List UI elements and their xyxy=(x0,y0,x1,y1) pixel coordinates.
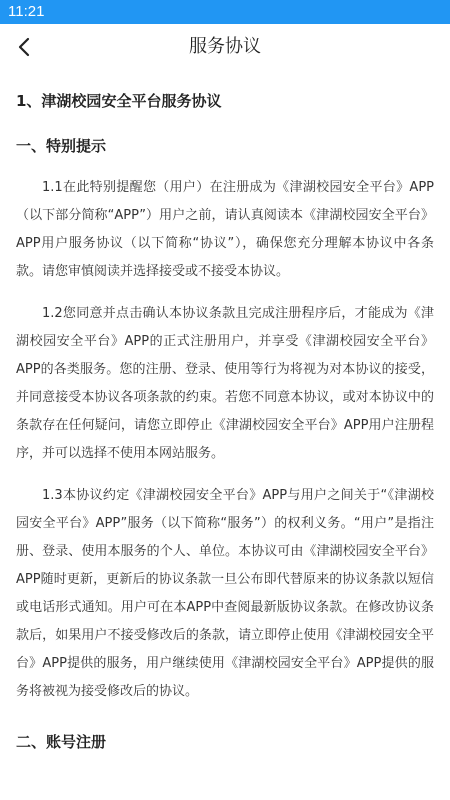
section-heading-account-registration: 二、账号注册 xyxy=(16,733,107,751)
document-title: 1、津湖校园安全平台服务协议 xyxy=(16,92,222,110)
paragraph-1-2: 1.2您同意并点击确认本协议条款且完成注册程序后，才能成为《津湖校园安全平台》APP的正式注册用户，并享受《津湖校园安全平台》APP的各类服务。您的注册、登录、使用等行为将视为对本协议的接受，并同意接受本协议各项条款的约束。若您不同意本协议，或对本协议中的条款存在任何疑问，请您立即停止《津湖校园安全平台》APP用户注册程序，并可以选择不使用本网站服务。 xyxy=(16,306,434,461)
status-bar xyxy=(0,0,450,24)
agreement-content[interactable] xyxy=(0,70,450,800)
nav-bar xyxy=(0,24,450,70)
paragraph-1-1: 1.1在此特别提醒您（用户）在注册成为《津湖校园安全平台》APP（以下部分简称“APP”）用户之前，请认真阅读本《津湖校园安全平台》APP用户服务协议（以下简称“协议”），确保您充分理解本协议中各条款。请您审慎阅读并选择接受或不接受本协议。 xyxy=(16,180,434,279)
status-time: 11:21 xyxy=(8,3,45,20)
back-button[interactable] xyxy=(6,28,44,66)
chevron-left-icon xyxy=(14,36,36,58)
paragraph-1-3: 1.3本协议约定《津湖校园安全平台》APP与用户之间关于“《津湖校园安全平台》APP”服务（以下简称“服务”）的权利义务。“用户”是指注册、登录、使用本服务的个人、单位。本协议可由《津湖校园安全平台》APP随时更新，更新后的协议条款一旦公布即代替原来的协议条款以短信或电话形式通知。用户可在本APP中查阅最新版协议条款。在修改协议条款后，如果用户不接受修改后的条款，请立即停止使用《津湖校园安全平台》APP提供的服务，用户继续使用《津湖校园安全平台》APP提供的服务将被视为接受修改后的协议。 xyxy=(16,488,434,699)
section-heading-special-notice: 一、特别提示 xyxy=(16,137,107,155)
page-title: 服务协议 xyxy=(189,36,261,57)
